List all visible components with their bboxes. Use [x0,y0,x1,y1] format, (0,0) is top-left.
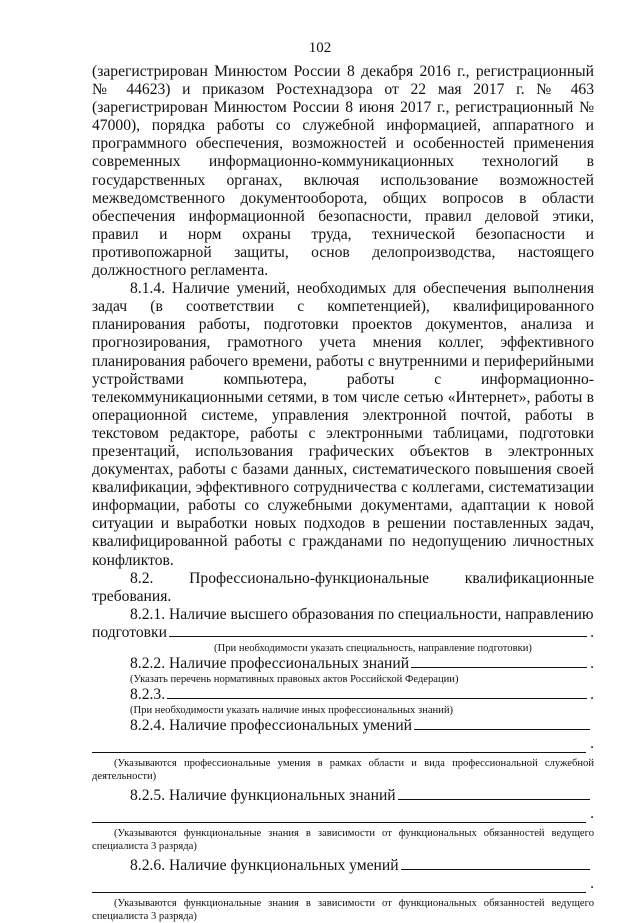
blank-field-8-2-3[interactable] [167,698,587,699]
blank-field-8-2-4[interactable] [414,729,590,730]
line-8-2-4-continuation [92,735,594,753]
blank-field-8-2-6[interactable] [401,869,590,870]
line-8-2-6-continuation [92,875,594,893]
page-number: 102 [308,40,332,56]
note-8-2-4: (Указываются профессиональные умения в рамках области и вида профессиональной служебной деятельности) [92,758,594,783]
paragraph-8-2-1 [92,606,594,624]
paragraph-legal-basis: (зарегистрирован Минюстом России 8 декабря 2016 г., регистрационный № 44623) и приказом Ростехнадзора от 22 мая 2017 г. № 463 (зарегистрирован Минюстом России 8 июня 2017 г., регистрационный № 47000), порядка работы со служебной информацией, аппаратного и программного обеспечения, возможностей и особенностей применения современных информационно-коммуникационных технологий в государственных органах, включая использование возможностей межведомственного документооборота, общих вопросов в области обеспечения информационной безопасности, правил деловой этики, правил и норм охраны труда, технической безопасности и противопожарной защиты, основ делопроизводства, настоящего должностного регламента. [92,63,594,280]
blank-field-8-2-4-cont[interactable] [92,739,586,753]
blank-field-8-2-2[interactable] [411,667,587,668]
item-8-2-1-text: 8.2.1. Наличие высшего образования по специальности, направлению [130,605,594,623]
note-8-2-2: (Указать перечень нормативных правовых актов Российской Федерации) [130,674,459,686]
blank-field-8-2-5[interactable] [398,799,590,800]
line-8-2-3 [92,686,594,704]
line-8-2-2 [92,655,594,673]
item-8-2-5-label: 8.2.5. Наличие функциональных знаний [130,787,396,805]
line-8-2-4 [92,717,594,735]
paragraph-8-1-4: 8.1.4. Наличие умений, необходимых для обеспечения выполнения задач (в соответствии с компетенцией), квалифицированного планирования работы, подготовки проектов документов, анализа и прогнозирования, грамотного учета мнения коллег, эффективного планирования рабочего времени, работы с внутренними и периферийными устройствами компьютера, работы с информационно-телекоммуникационными сетями, в том числе сетью «Интернет», работы в операционной системе, управления электронной почтой, работы в текстовом редакторе, работы с электронными таблицами, подготовки презентаций, использования графических объектов в электронных документах, работы с базами данных, систематического повышения своей квалификации, эффективного сотрудничества с коллегами, систематизации информации, работы со служебными документами, адаптации к новой ситуации и выработки новых подходов в решении поставленных задач, квалифицированной работы с гражданами по недопущению личностных конфликтов. [92,280,594,569]
item-8-2-2-label: 8.2.2. Наличие профессиональных знаний [130,655,410,672]
period: . [590,875,594,893]
note-8-2-1: (При необходимости указать специальность, направление подготовки) [214,643,532,654]
line-8-2-5 [92,787,594,805]
item-8-2-4-label: 8.2.4. Наличие профессиональных умений [130,717,413,735]
item-8-2-3-label: 8.2.3. [130,686,166,704]
blank-field-8-2-5-cont[interactable] [92,809,586,823]
note-8-2-5: (Указываются функциональные знания в зависимости от функциональных обязанностей ведущего специалиста 3 разряда) [92,828,594,853]
period: . [590,686,594,704]
period: . [590,623,594,641]
note-8-2-6: (Указываются функциональные знания в зависимости от функциональных обязанностей ведущего специалиста 3 разряда) [92,898,594,923]
line-8-2-5-continuation [92,805,594,823]
document-body [92,63,594,923]
blank-field-8-2-6-cont[interactable] [92,879,586,893]
period: . [590,655,594,672]
period: . [590,735,594,753]
paragraph-8-2: 8.2. Профессионально-функциональные квалификационные требования. [92,569,594,605]
line-8-2-1-field [92,624,594,642]
item-8-2-1-tail: подготовки [92,623,167,641]
blank-field-8-2-1[interactable] [169,636,587,637]
period: . [590,805,594,823]
line-8-2-6 [92,857,594,875]
item-8-2-6-label: 8.2.6. Наличие функциональных умений [130,857,399,875]
note-8-2-3: (При необходимости указать наличие иных профессиональных знаний) [130,705,454,717]
